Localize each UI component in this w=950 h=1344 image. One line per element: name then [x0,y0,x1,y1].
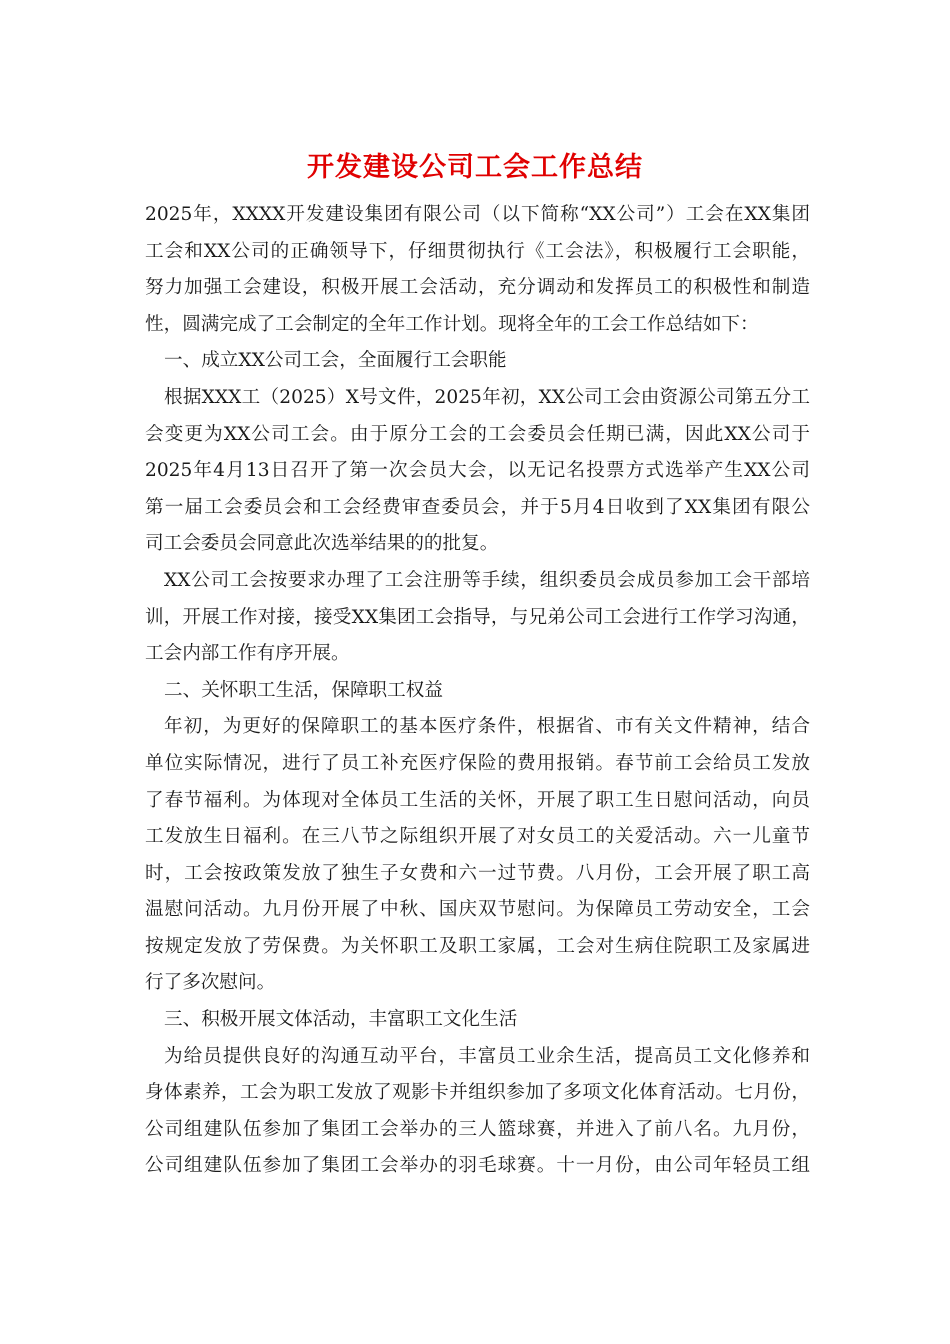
text-line: 第一届工会委员会和工会经费审查委员会，并于5月4日收到了XX集团有限公 [145,496,810,518]
text-line: 性，圆满完成了工会制定的全年工作计划。现将全年的工会工作总结如下： [145,313,759,335]
text-line: 身体素养，工会为职工发放了观影卡并组织参加了多项文化体育活动。七月份， [145,1082,810,1104]
text-line: 工会内部工作有序开展。 [145,643,350,665]
text-line: 二、关怀职工生活，保障职工权益 [164,679,443,701]
text-line: 按规定发放了劳保费。为关怀职工及职工家属，工会对生病住院职工及家属进 [145,935,810,957]
text-line: 公司组建队伍参加了集团工会举办的三人篮球赛，并进入了前八名。九月份， [145,1118,810,1140]
text-line: 时，工会按政策发放了独生子女费和六一过节费。八月份，工会开展了职工高 [145,862,810,884]
text-line: 根据XXX工（2025）X号文件，2025年初，XX公司工会由资源公司第五分工 [164,386,810,408]
text-line: 努力加强工会建设，积极开展工会活动，充分调动和发挥员工的积极性和制造 [145,277,810,299]
text-line: 行了多次慰问。 [145,972,276,994]
document-body [145,197,810,1185]
text-line: 一、成立XX公司工会，全面履行工会职能 [164,350,507,372]
text-line: 温慰问活动。九月份开展了中秋、国庆双节慰问。为保障员工劳动安全，工会 [145,899,810,921]
text-line: 三、积极开展文体活动，丰富职工文化生活 [164,1009,518,1031]
text-line: 公司组建队伍参加了集团工会举办的羽毛球赛。十一月份，由公司年轻员工组 [145,1155,810,1177]
text-line: 司工会委员会同意此次选举结果的的批复。 [145,533,499,555]
text-line: XX公司工会按要求办理了工会注册等手续，组织委员会成员参加工会干部培 [164,569,810,591]
text-line: 会变更为XX公司工会。由于原分工会的工会委员会任期已满，因此XX公司于 [145,423,810,445]
text-line: 训，开展工作对接，接受XX集团工会指导，与兄弟公司工会进行工作学习沟通， [145,606,810,628]
text-line: 了春节福利。为体现对全体员工生活的关怀，开展了职工生日慰问活动，向员 [145,789,810,811]
text-line: 2025年，XXXX开发建设集团有限公司（以下简称“XX公司”）工会在XX集团 [145,204,810,225]
document-title: 开发建设公司工会工作总结 [307,152,643,183]
text-line: 单位实际情况，进行了员工补充医疗保险的费用报销。春节前工会给员工发放 [145,752,810,774]
text-line: 工发放生日福利。在三八节之际组织开展了对女员工的关爱活动。六一儿童节 [145,826,810,848]
text-line: 年初，为更好的保障职工的基本医疗条件，根据省、市有关文件精神，结合 [164,716,810,738]
text-line: 2025年4月13日召开了第一次会员大会，以无记名投票方式选举产生XX公司 [145,460,810,482]
text-line: 工会和XX公司的正确领导下，仔细贯彻执行《工会法》，积极履行工会职能， [145,240,810,262]
text-line: 为给员提供良好的沟通互动平台，丰富员工业余生活，提高员工文化修养和 [164,1045,810,1067]
